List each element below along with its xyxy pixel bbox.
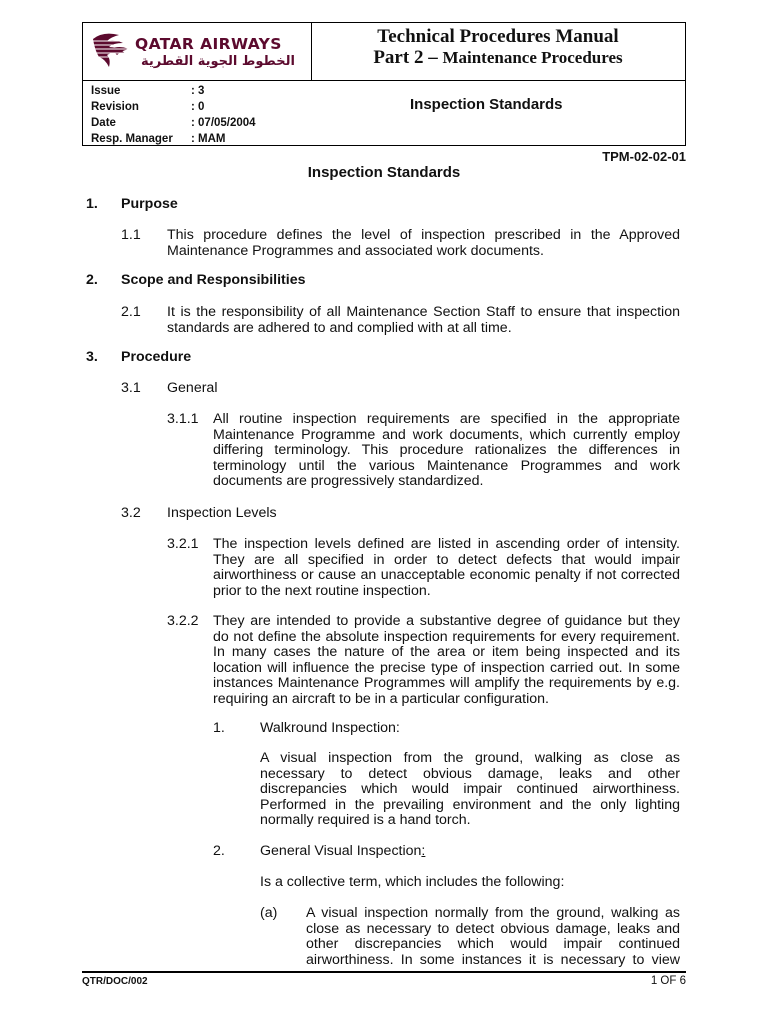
footer-doc-code: QTR/DOC/002 <box>82 976 148 987</box>
document-reference: TPM-02-02-01 <box>602 149 686 164</box>
text-line: instances Maintenance Programmes will amplify the requirements by e.g. <box>213 675 680 692</box>
manual-title <box>311 23 685 80</box>
item-2-intro: Is a collective term, which includes the following: <box>260 874 565 890</box>
text-line: prior to the next routine inspection. <box>213 582 431 599</box>
item-1-text <box>260 751 680 829</box>
meta-row-issue <box>91 83 256 99</box>
logo-cell <box>83 23 312 80</box>
item-2a-text <box>306 906 680 968</box>
meta-row-revision <box>91 99 256 115</box>
text-line: documents are progressively standardized. <box>213 473 484 490</box>
text-line: terminology until the various Maintenance Programmes and work <box>213 457 680 474</box>
para-3-2-1-text <box>213 537 680 599</box>
text-line: other discrepancies which would impair continued <box>306 936 680 953</box>
text-line: It is the responsibility of all Maintenance Section Staff to ensure that inspection <box>167 304 680 320</box>
para-3-2-2-number: 3.2.2 <box>167 613 199 629</box>
para-3-2-1-number: 3.2.1 <box>167 536 199 552</box>
manual-title-line1: Technical Procedures Manual <box>377 26 619 47</box>
meta-value: : 07/05/2004 <box>191 117 256 129</box>
section-2-title: Scope and Responsibilities <box>121 272 306 288</box>
text-line: requiring an aircraft to be in a particular configuration. <box>213 690 549 707</box>
para-3-2-2-text <box>213 614 680 708</box>
oryx-logo-icon <box>89 29 133 73</box>
part-label: Part 2 – <box>373 47 443 68</box>
header-top-row <box>83 23 685 81</box>
para-1-1-text <box>167 228 680 259</box>
text-line: A visual inspection from the ground, walking as close as <box>260 750 680 766</box>
text-line: airworthiness. In some instances it is necessary to view <box>306 951 680 968</box>
part-name: Maintenance Procedures <box>442 48 623 67</box>
text-line: Maintenance Programmes and associated work documents. <box>167 242 544 259</box>
meta-row-date <box>91 115 256 131</box>
text-line: normally required is a hand torch. <box>260 812 471 829</box>
text-line: close as necessary to detect obvious damage, leaks and <box>306 920 680 937</box>
para-3-1-title: General <box>167 380 218 396</box>
header-section-title: Inspection Standards <box>410 96 563 113</box>
item-2-title-text: General Visual Inspection <box>260 843 422 859</box>
para-3-2-title: Inspection Levels <box>167 505 277 521</box>
item-1-number: 1. <box>213 720 225 736</box>
section-2-number: 2. <box>86 272 98 288</box>
text-line: A visual inspection normally from the ground, walking as <box>306 905 680 921</box>
section-3-number: 3. <box>86 349 98 365</box>
item-2-number: 2. <box>213 843 225 859</box>
item-1-title: Walkround Inspection: <box>260 720 400 736</box>
para-3-2-number: 3.2 <box>121 505 141 521</box>
text-line: do not define the absolute inspection requirements for every requirement. <box>213 628 680 645</box>
para-3-1-1-text <box>213 412 680 490</box>
meta-value: : 0 <box>191 101 205 113</box>
text-line: necessary to detect obvious damage, leaks and other <box>260 765 680 782</box>
logo-wordmark: QATAR AIRWAYS <box>135 35 282 53</box>
page-number: 1 OF 6 <box>650 975 686 987</box>
para-3-1-number: 3.1 <box>121 380 141 396</box>
section-1-title: Purpose <box>121 196 178 212</box>
section-3-title: Procedure <box>121 349 192 365</box>
item-2-title-colon: : <box>421 843 426 859</box>
document-title: Inspection Standards <box>307 164 461 181</box>
document-header <box>82 22 686 146</box>
manual-title-line2 <box>311 47 685 69</box>
meta-key: Issue <box>91 85 121 97</box>
text-line: All routine inspection requirements are specified in the appropriate <box>213 411 680 427</box>
logo-arabic-wordmark: الخطوط الجوية القطرية <box>141 54 295 69</box>
para-2-1-number: 2.1 <box>121 304 141 320</box>
para-2-1-text <box>167 305 680 336</box>
text-line: location will influence the precise type of inspection carried out. In some <box>213 659 680 676</box>
text-line: airworthiness or cause an unacceptable economic penalty if not corrected <box>213 567 680 584</box>
text-line: They are intended to provide a substantive degree of guidance but they <box>213 613 680 629</box>
meta-key: Date <box>91 117 116 129</box>
text-line: In many cases the nature of the area or item being inspected and its <box>213 644 680 661</box>
item-2-title <box>260 844 425 860</box>
text-line: They are all specified in order to detect defects that would impair <box>213 551 680 568</box>
meta-row-manager <box>91 131 256 147</box>
text-line: differing terminology. This procedure rationalizes the differences in <box>213 442 680 459</box>
text-line: Maintenance Programme and work documents, which currently employ <box>213 426 680 443</box>
item-2a-number: (a) <box>260 905 278 921</box>
meta-value: : MAM <box>191 133 226 145</box>
meta-value: : 3 <box>191 85 205 97</box>
revision-info <box>91 83 256 147</box>
text-line: standards are adhered to and complied with at all time. <box>167 319 512 336</box>
text-line: discrepancies which would impair continued airworthiness. <box>260 781 680 798</box>
footer-divider <box>82 971 686 973</box>
meta-key: Revision <box>91 101 139 113</box>
para-3-1-1-number: 3.1.1 <box>167 411 199 427</box>
text-line: This procedure defines the level of inspection prescribed in the Approved <box>167 227 680 243</box>
section-1-number: 1. <box>86 196 98 212</box>
text-line: Performed in the prevailing environment and the only lighting <box>260 796 680 813</box>
para-1-1-number: 1.1 <box>121 227 141 243</box>
text-line: The inspection levels defined are listed in ascending order of intensity. <box>213 536 680 552</box>
meta-key: Resp. Manager <box>91 133 173 145</box>
